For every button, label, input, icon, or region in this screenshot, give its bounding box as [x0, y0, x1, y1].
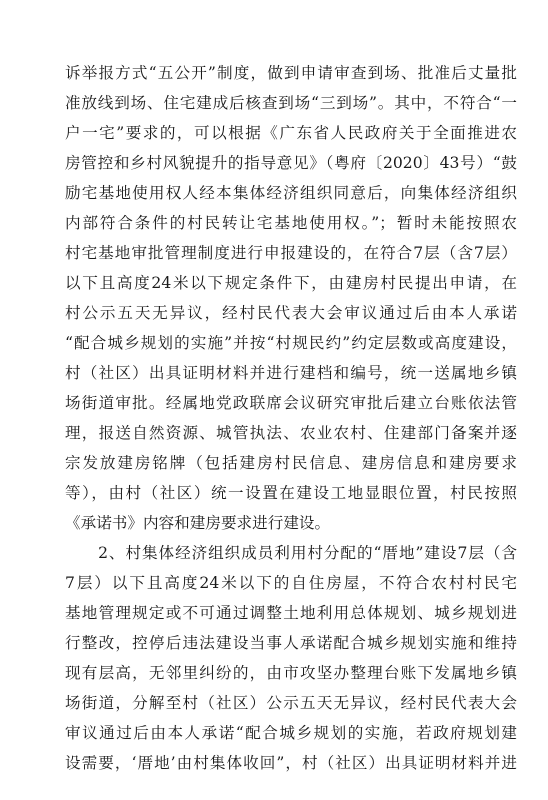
text-line: 励宅基地使用权人经本集体经济组织同意后，向集体经济组织 — [65, 184, 517, 202]
text-line: 场街道，分解至村（社区）公示五天无异议，经村民代表大会 — [65, 694, 517, 712]
text-line: 内部符合条件的村民转让宅基地使用权。”；暂时未能按照农 — [65, 214, 517, 232]
text-line: 户一宅”要求的，可以根据《广东省人民政府关于全面推进农 — [65, 124, 517, 142]
text-line-paragraph-end: 《承诺书》内容和建房要求进行建设。 — [65, 514, 331, 532]
text-line: 现有层高，无邻里纠纷的，由市攻坚办整理台账下发属地乡镇 — [65, 664, 517, 682]
text-line: “配合城乡规划的实施”并按“村规民约”约定层数或高度建设， — [65, 334, 517, 352]
text-line: 准放线到场、住宅建成后核查到场“三到场”。其中，不符合“一 — [65, 94, 517, 112]
text-line: 宗发放建房铭牌（包括建房村民信息、建房信息和建房要求 — [65, 454, 517, 472]
text-line: 房管控和乡村风貌提升的指导意见》（粤府〔2020〕43号）“鼓 — [65, 154, 517, 172]
text-line: 村公示五天无异议，经村民代表大会审议通过后由本人承诺 — [65, 304, 517, 322]
text-line: 村宅基地审批管理制度进行申报建设的，在符合7层（含7层） — [65, 244, 517, 262]
text-line: 审议通过后由本人承诺“配合城乡规划的实施，若政府规划建 — [65, 724, 517, 742]
text-line: 设需要，‘厝地’由村集体收回”，村（社区）出具证明材料并进 — [65, 754, 517, 772]
text-line: 等），由村（社区）统一设置在建设工地显眼位置，村民按照 — [65, 484, 517, 502]
text-line: 基地管理规定或不可通过调整土地利用总体规划、城乡规划进 — [65, 604, 517, 622]
text-line: 7层）以下且高度24米以下的自住房屋，不符合农村村民宅 — [65, 574, 517, 592]
text-line: 理，报送自然资源、城管执法、农业农村、住建部门备案并逐 — [65, 424, 517, 442]
text-line: 诉举报方式“五公开”制度，做到申请审查到场、批准后丈量批 — [65, 64, 517, 82]
text-line: 以下且高度24米以下规定条件下，由建房村民提出申请，在 — [65, 274, 517, 292]
text-line: 行整改，控停后违法建设当事人承诺配合城乡规划实施和维持 — [65, 634, 517, 652]
text-line: 村（社区）出具证明材料并进行建档和编号，统一送属地乡镇 — [65, 364, 517, 382]
text-line-paragraph-start: 2、村集体经济组织成员利用村分配的“厝地”建设7层（含 — [65, 544, 517, 562]
text-line: 场街道审批。经属地党政联席会议研究审批后建立台账依法管 — [65, 394, 517, 412]
document-body — [65, 58, 517, 778]
